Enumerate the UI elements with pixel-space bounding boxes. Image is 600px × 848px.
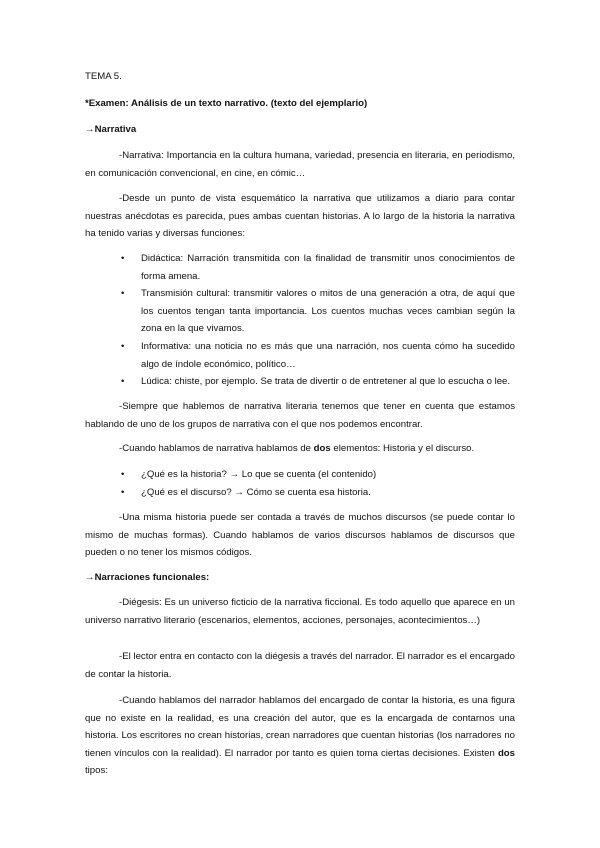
bullet-icon: • bbox=[121, 340, 125, 352]
bullet-icon: • bbox=[121, 486, 125, 498]
paragraph-lector: -El lector entra en contacto con la diégesis a través del narrador. El narrador es el encargado de contar la historia. bbox=[85, 651, 515, 680]
functions-list bbox=[85, 250, 515, 391]
bullet-icon: • bbox=[121, 288, 125, 300]
paragraph-funciones-intro: -Desde un punto de vista esquemático la narrativa que utilizamos a diario para contar nuestras anécdotas es parecida, pues ambas cuentan historias. A lo largo de la historia la narrativa ha tenido varias y diversas funciones: bbox=[85, 193, 515, 240]
topic-title: TEMA 5. bbox=[85, 71, 122, 82]
bullet-icon: • bbox=[121, 376, 125, 388]
paragraph-discursos: -Una misma historia puede ser contada a través de muchos discursos (se puede contar lo mismo de muchas formas). Cuando hablamos de varios discursos hablamos de discursos que pueden o no tener los mismos códigos. bbox=[85, 512, 515, 559]
paragraph-narrador: -Cuando hablamos del narrador hablamos del encargado de contar la historia, es una figura que no existe en la realidad, es una creación del autor, que es la encargada de contarnos una historia. Los escritores no crean historias, crean narradores que cuentan historias (los narradores no tienen vínculos con la realidad). El narrador por tanto es quien toma ciertas decisiones. Existen dos tipos: bbox=[85, 695, 515, 777]
bullet-icon: • bbox=[121, 253, 125, 264]
list-item: • Transmisión cultural: transmitir valores o mitos de una generación a otra, de aquí que los cuentos tengan tanta importancia. Los cuentos muchas veces cambian según la zona en la que vivamos. bbox=[85, 285, 515, 338]
paragraph-narrativa-importancia: -Narrativa: Importancia en la cultura humana, variedad, presencia en literaria, en periodismo, en comunicación convencional, en cine, en cómic… bbox=[85, 150, 515, 179]
section-heading-narrativa: →Narrativa bbox=[85, 124, 137, 135]
paragraph-narrativa-literaria: -Siempre que hablemos de narrativa literaria tenemos que tener en cuenta que estamos hablando de uno de los grupos de narrativa con el que nos podemos encontrar. bbox=[85, 401, 515, 430]
list-item: • Informativa: una noticia no es más que una narración, nos cuenta cómo ha sucedido algo de índole económico, político… bbox=[85, 338, 515, 373]
list-item: • ¿Qué es la historia? → Lo que se cuenta (el contenido) bbox=[85, 466, 515, 484]
list-item: • ¿Qué es el discurso? → Cómo se cuenta esa historia. bbox=[85, 484, 515, 502]
list-item: • Lúdica: chiste, por ejemplo. Se trata de divertir o de entretener al que lo escucha o lee. bbox=[85, 373, 515, 391]
exam-note: *Examen: Análisis de un texto narrativo. (texto del ejemplario) bbox=[85, 98, 368, 109]
paragraph-diegesis: -Diégesis: Es un universo ficticio de la narrativa ficcional. Es todo aquello que aparece en un universo narrativo literario (escenarios, elementos, acciones, personajes, acontecimientos…) bbox=[85, 597, 515, 626]
section-heading-narraciones-funcionales: →Narraciones funcionales: bbox=[85, 572, 210, 583]
paragraph-dos-elementos: -Cuando hablamos de narrativa hablamos de dos elementos: Historia y el discurso. bbox=[119, 443, 475, 454]
questions-list bbox=[85, 466, 515, 501]
bullet-icon: • bbox=[121, 469, 125, 480]
list-item: • Didáctica: Narración transmitida con la finalidad de transmitir unos conocimientos de forma amena. bbox=[85, 250, 515, 285]
